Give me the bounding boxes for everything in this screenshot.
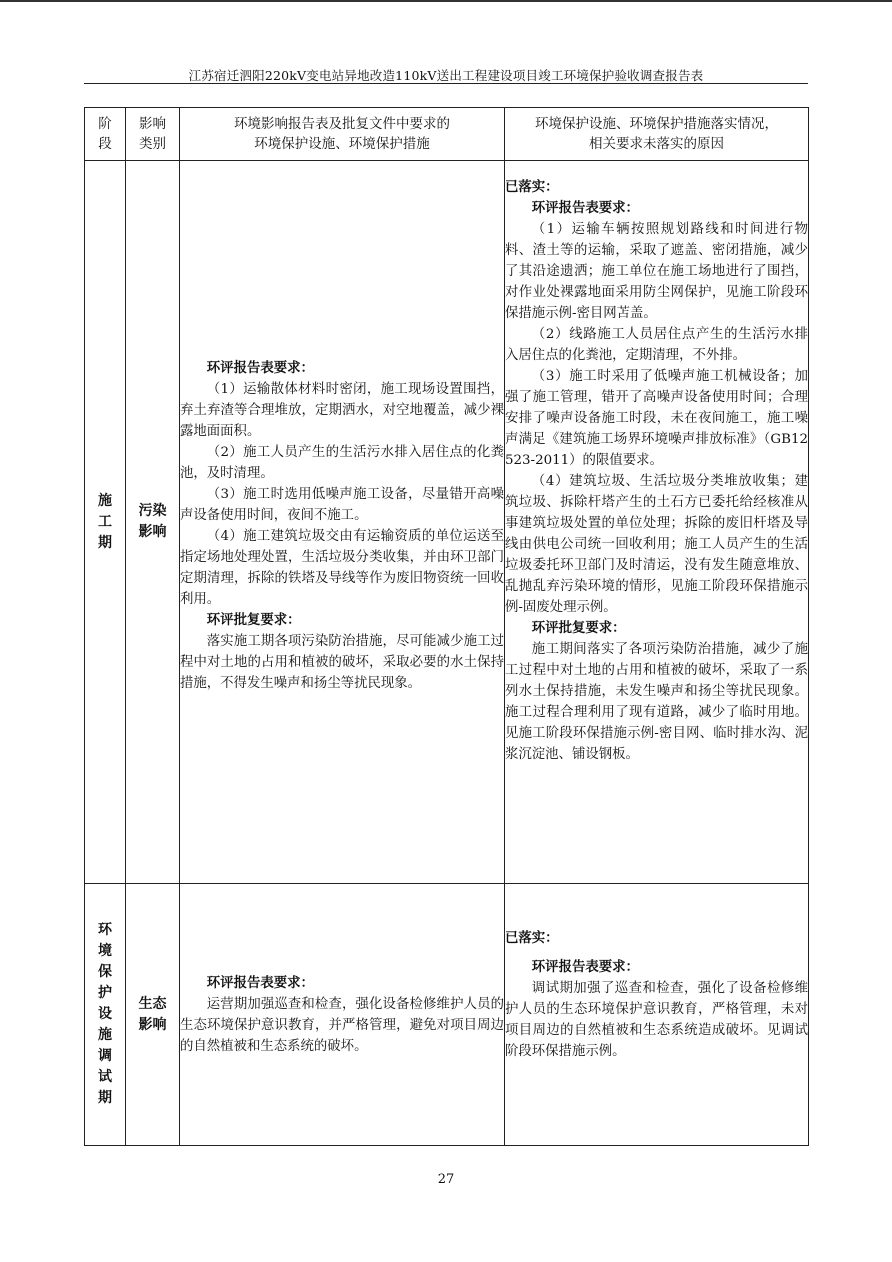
impl-approval-heading: 环评批复要求： [531,620,626,636]
implemented-label: 已落实： [505,930,559,946]
impl-item-1: 调试期加强了巡查和检查，强化了设备检修维护人员的生态环境保护意识教育，严格管理，未对项目周边的自然植被和生态系统造成破坏。见调试阶段环保措施示例。 [505,981,808,1059]
impact-cell-ecology: 生态 影响 [126,884,180,1146]
req-item-2: （2）施工人员产生的生活污水排入居住点的化粪池，及时清理。 [180,445,504,481]
table-header-row [85,108,809,161]
col-impact-header-line1: 影响 [139,116,166,132]
approval-heading: 环评批复要求： [206,612,301,628]
col-implementation-header-line2: 相关要求未落实的原因 [589,136,724,152]
impl-req-heading: 环评报告表要求： [531,200,639,216]
page-number: 27 [437,1172,455,1187]
impact-cell-pollution: 污染 影响 [126,161,180,884]
requirements-table [84,107,809,1146]
top-border-line [0,0,892,2]
header-rule [84,83,808,84]
req-item-4: （4）施工建筑垃圾交由有运输资质的单位运送至指定场地处理处置，生活垃圾分类收集，并由环卫部门定期清理，拆除的铁塔及导线等作为废旧物资统一回收利用。 [180,529,504,607]
impl-item-1: （1）运输车辆按照规划路线和时间进行物料、渣土等的运输，采取了遮盖、密闭措施，减少了其沿途遗洒；施工单位在施工场地进行了围挡，对作业处裸露地面采用防尘网保护，见施工阶段环保措施示例-密目网苫盖。 [505,222,808,321]
implemented-label: 已落实： [505,179,559,195]
req-item-1: 运营期加强巡查和检查，强化设备检修维护人员的生态环境保护意识教育，并严格管理，避免对项目周边的自然植被和生态系统的破坏。 [180,996,504,1054]
table-row-construction [85,161,809,884]
implementation-cell-commissioning [505,884,809,1146]
req-item-1: （1）运输散体材料时密闭，施工现场设置围挡，弃土弃渣等合理堆放，定期洒水，对空地覆盖，减少裸露地面面积。 [180,382,504,439]
impl-item-2: （2）线路施工人员居住点产生的生活污水排入居住点的化粪池，定期清理，不外排。 [505,327,808,363]
impl-item-3: （3）施工时采用了低噪声施工机械设备；加强了施工管理，错开了高噪声设备使用时间；合理安排了噪声设备施工时段，未在夜间施工，施工噪声满足《建筑施工场界环境噪声排放标准》（GB12523-2011）的限值要求。 [505,369,808,468]
implementation-cell-construction [505,161,809,884]
stage-cell-commissioning: 环境保护设施调试期 [85,884,126,1146]
stage-cell-construction: 施工期 [85,161,126,884]
impl-req-heading: 环评报告表要求： [531,959,639,975]
req-heading: 环评报告表要求： [206,360,314,376]
table-row-commissioning [85,884,809,1146]
col-requirements-header-line1: 环境影响报告表及批复文件中要求的 [234,116,450,132]
approval-item: 落实施工期各项污染防治措施，尽可能减少施工过程中对土地的占用和植被的破坏，采取必要的水土保持措施，不得发生噪声和扬尘等扰民现象。 [180,634,504,691]
requirements-cell-construction [180,161,505,884]
col-stage-header: 阶段 [85,108,126,161]
req-item-3: （3）施工时选用低噪声施工设备，尽量错开高噪声设备使用时间，夜间不施工。 [180,487,504,523]
requirements-cell-commissioning [180,884,505,1146]
col-implementation-header-line1: 环境保护设施、环境保护措施落实情况， [535,116,778,132]
page-header: 江苏宿迁泗阳220kV变电站异地改造110kV送出工程建设项目竣工环境保护验收调查报告表 [188,68,704,83]
col-requirements-header [180,108,505,161]
impl-approval-item: 施工期间落实了各项污染防治措施，减少了施工过程中对土地的占用和植被的破坏，采取了一系列水土保持措施，未发生噪声和扬尘等扰民现象。施工过程合理利用了现有道路，减少了临时用地。见施工阶段环保措施示例-密目网、临时排水沟、泥浆沉淀池、铺设钢板。 [505,642,808,762]
col-implementation-header [505,108,809,161]
req-heading: 环评报告表要求： [206,974,314,991]
impl-item-4: （4）建筑垃圾、生活垃圾分类堆放收集；建筑垃圾、拆除杆塔产生的土石方已委托给经核准从事建筑垃圾处置的单位处理；拆除的废旧杆塔及导线由供电公司统一回收利用；施工人员产生的生活垃圾委托环卫部门及时清运，没有发生随意堆放、乱抛乱弃污染环境的情形，见施工阶段环保措施示例-固废处理示例。 [505,474,808,615]
col-impact-header-line2: 类别 [139,136,166,152]
col-requirements-header-line2: 环境保护设施、环境保护措施 [254,136,430,152]
col-impact-header [126,108,180,161]
